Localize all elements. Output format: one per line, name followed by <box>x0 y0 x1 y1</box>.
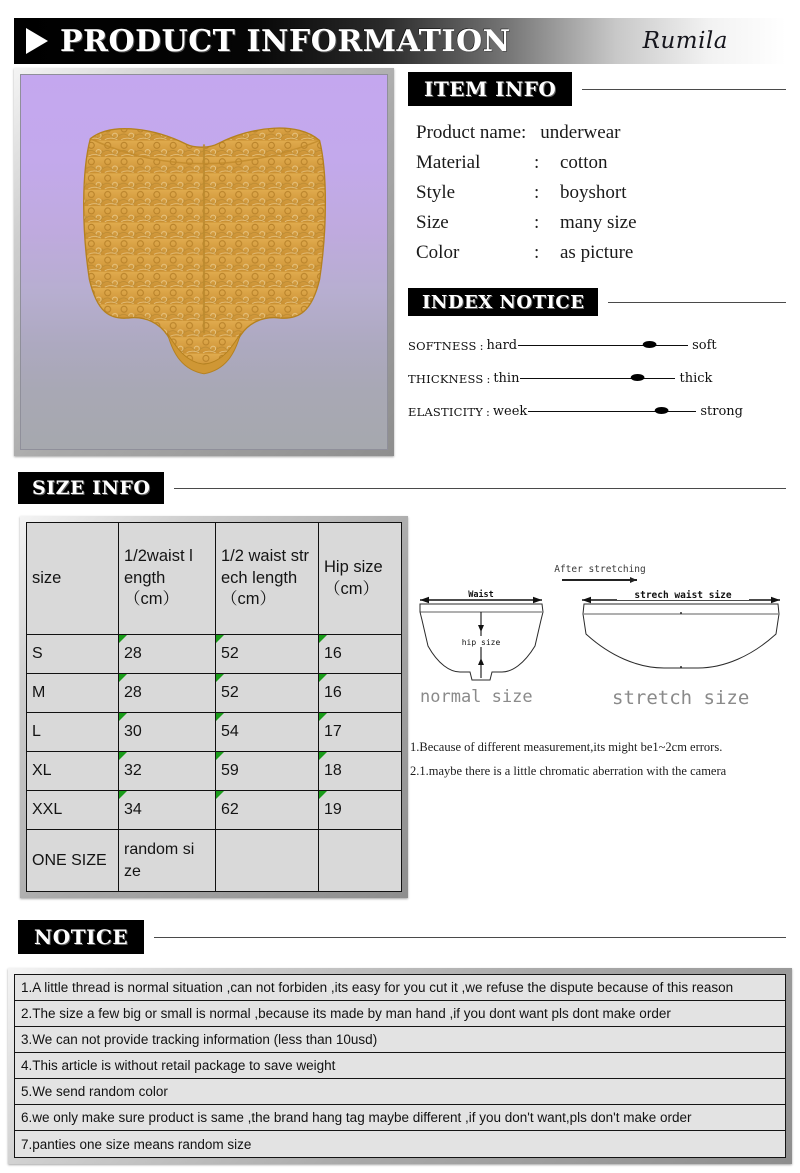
spec-value: underwear <box>540 122 621 143</box>
product-photo-frame <box>14 68 394 456</box>
index-scale-row <box>408 371 786 386</box>
size-table <box>26 522 402 892</box>
notice-list <box>14 974 786 1158</box>
table-row <box>27 752 402 791</box>
cell-waist: 28 <box>119 635 216 674</box>
scale-separator: : <box>486 404 490 419</box>
cell-hip: 19 <box>319 791 402 830</box>
divider-rule <box>582 89 786 90</box>
cell-size: ONE SIZE <box>27 830 119 892</box>
cell-size: XXL <box>27 791 119 830</box>
garment-illustration <box>21 75 387 449</box>
cell-hip: 16 <box>319 674 402 713</box>
divider-rule <box>154 937 786 938</box>
size-diagram <box>412 560 788 710</box>
spec-colon: : <box>534 182 540 203</box>
spec-row <box>416 212 786 234</box>
diagram-title: After stretching <box>554 564 646 575</box>
index-scale-row <box>408 404 786 419</box>
normal-size-diagram <box>420 589 543 707</box>
scale-low-label: week <box>492 404 528 419</box>
page-title: PRODUCT INFORMATION <box>60 23 511 59</box>
spec-label: Style <box>416 182 456 203</box>
play-triangle-icon <box>26 28 48 54</box>
scale-bar-0 <box>518 339 688 353</box>
scale-name: SOFTNESS <box>408 338 477 353</box>
item-info-section <box>408 72 786 272</box>
size-info-badge: SIZE INFO <box>18 472 164 504</box>
product-photo <box>20 74 388 450</box>
index-scale-list <box>408 338 786 419</box>
stretch-size-caption: stretch size <box>612 687 750 709</box>
index-notice-section <box>408 288 786 437</box>
measure-note: 2.1.maybe there is a little chromatic aberration with the camera <box>410 764 727 778</box>
scale-separator: : <box>479 338 484 353</box>
spec-list <box>408 122 786 264</box>
spec-value: many size <box>560 212 637 233</box>
cell-size: L <box>27 713 119 752</box>
size-info-header <box>18 472 786 504</box>
divider-rule <box>174 488 786 489</box>
index-notice-badge: INDEX NOTICE <box>408 288 598 316</box>
notice-item: 7.panties one size means random size <box>15 1131 785 1157</box>
notice-item: 4.This article is without retail package to save weight <box>15 1053 785 1079</box>
stretch-waist-label: strech waist size <box>634 590 732 601</box>
scale-line <box>520 378 675 380</box>
notice-frame <box>8 968 792 1164</box>
cell-size: M <box>27 674 119 713</box>
cell-stretch: 62 <box>216 791 319 830</box>
bird-marker-icon: ⬬ <box>630 370 645 386</box>
spec-value: cotton <box>560 152 608 173</box>
scale-high-label: soft <box>692 338 717 353</box>
table-row <box>27 674 402 713</box>
cell-waist: random si ze <box>119 830 216 892</box>
item-info-badge: ITEM INFO <box>408 72 572 106</box>
spec-label: Size <box>416 212 449 233</box>
index-notice-header <box>408 288 786 316</box>
table-header-stretch: 1/2 waist str ech length （cm） <box>216 523 319 635</box>
table-header-row <box>27 523 402 635</box>
cell-size: S <box>27 635 119 674</box>
scale-bar-2 <box>528 405 696 419</box>
cell-waist: 32 <box>119 752 216 791</box>
notice-item: 2.The size a few big or small is normal ,because its made by man hand ,if you dont want pls dont make order <box>15 1001 785 1027</box>
notice-item: 1.A little thread is normal situation ,can not forbiden ,its easy for you cut it ,we refuse the dispute because of this reason <box>15 975 785 1001</box>
notice-item: 3.We can not provide tracking information (less than 10usd) <box>15 1027 785 1053</box>
spec-colon: : <box>534 212 540 233</box>
cell-hip: 17 <box>319 713 402 752</box>
index-scale-row <box>408 338 786 353</box>
measure-notes <box>410 740 790 788</box>
notice-item: 5.We send random color <box>15 1079 785 1105</box>
cell-hip: 16 <box>319 635 402 674</box>
cell-stretch: 54 <box>216 713 319 752</box>
cell-waist: 28 <box>119 674 216 713</box>
cell-waist: 30 <box>119 713 216 752</box>
table-row <box>27 713 402 752</box>
table-header-waist: 1/2waist l ength （cm） <box>119 523 216 635</box>
cell-size: XL <box>27 752 119 791</box>
bird-marker-icon: ⬬ <box>654 403 669 419</box>
spec-colon: : <box>534 242 540 263</box>
cell-waist: 34 <box>119 791 216 830</box>
table-row <box>27 635 402 674</box>
spec-label: Product name: <box>416 122 527 143</box>
garment-measure-diagram <box>412 560 788 710</box>
spec-row <box>416 242 786 264</box>
waist-label: Waist <box>468 590 494 600</box>
scale-low-label: hard <box>486 338 518 353</box>
notice-item: 6.we only make sure product is same ,the brand hang tag maybe different ,if you don't want,pls don't make order <box>15 1105 785 1131</box>
hip-size-label: hip size <box>461 638 501 647</box>
measure-note: 1.Because of different measurement,its might be1~2cm errors. <box>410 740 723 754</box>
notice-badge: NOTICE <box>18 920 144 954</box>
normal-size-caption: normal size <box>420 687 533 707</box>
spec-row <box>416 182 786 204</box>
cell-hip <box>319 830 402 892</box>
scale-bar-1 <box>520 372 675 386</box>
spec-row <box>416 152 786 174</box>
scale-separator: : <box>486 371 491 386</box>
item-info-header <box>408 72 786 106</box>
table-row-one-size <box>27 830 402 892</box>
scale-high-label: strong <box>700 404 743 419</box>
page-header <box>14 18 786 64</box>
scale-low-label: thin <box>493 371 520 386</box>
table-row <box>27 791 402 830</box>
scale-name: ELASTICITY <box>408 404 484 419</box>
spec-value: as picture <box>560 242 634 263</box>
notice-header <box>18 920 786 954</box>
size-table-frame <box>20 516 408 898</box>
scale-high-label: thick <box>679 371 713 386</box>
brand-logo: Rumila <box>642 28 728 54</box>
spec-value: boyshort <box>560 182 627 203</box>
scale-line <box>518 345 688 347</box>
stretch-size-diagram <box>582 589 780 709</box>
scale-line <box>528 411 696 413</box>
divider-rule <box>608 302 786 303</box>
table-header-size: size <box>27 523 119 635</box>
cell-stretch: 52 <box>216 635 319 674</box>
cell-stretch: 52 <box>216 674 319 713</box>
table-header-hip: Hip size （cm） <box>319 523 402 635</box>
spec-colon: : <box>534 152 540 173</box>
cell-hip: 18 <box>319 752 402 791</box>
scale-name: THICKNESS <box>408 371 484 386</box>
bird-marker-icon: ⬬ <box>642 337 657 353</box>
spec-row <box>416 122 786 144</box>
spec-label: Material <box>416 152 481 173</box>
cell-stretch <box>216 830 319 892</box>
cell-stretch: 59 <box>216 752 319 791</box>
spec-label: Color <box>416 242 460 263</box>
